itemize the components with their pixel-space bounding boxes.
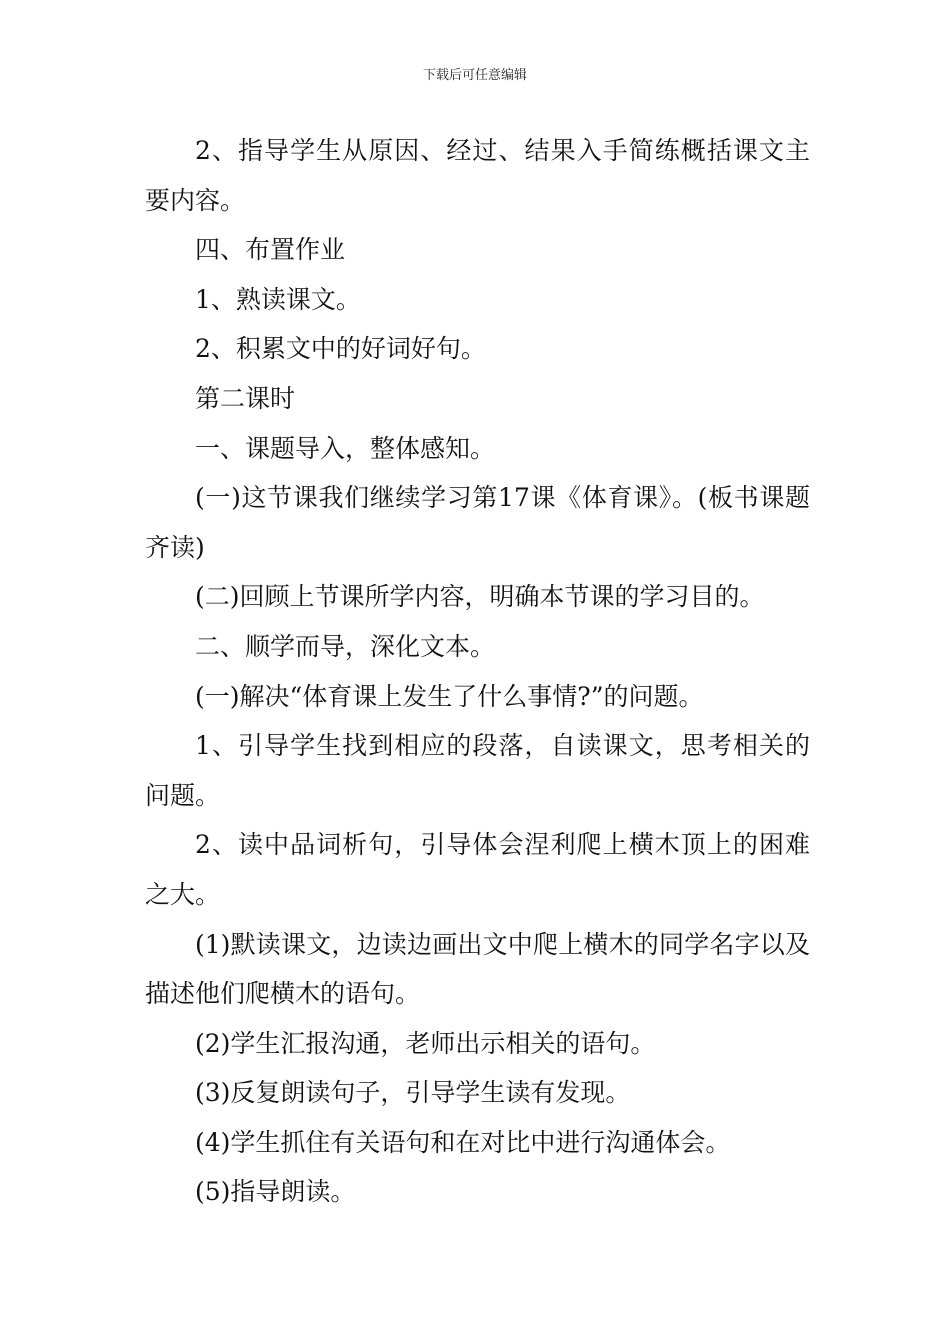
section-heading: 二、顺学而导，深化文本。 xyxy=(195,631,496,661)
paragraph: (2)学生汇报沟通，老师出示相关的语句。 xyxy=(195,1028,656,1058)
paragraph: 2、指导学生从原因、经过、结果入手简练概括课文主要内容。 xyxy=(145,136,810,215)
section-heading: 第二课时 xyxy=(195,383,296,413)
paragraph: 1、熟读课文。 xyxy=(195,284,361,314)
document-body xyxy=(145,126,810,1217)
paragraph: 2、读中品词析句，引导体会涅利爬上横木顶上的困难之大。 xyxy=(145,830,810,909)
paragraph: (4)学生抓住有关语句和在对比中进行沟通体会。 xyxy=(195,1127,731,1157)
section-heading: 一、课题导入，整体感知。 xyxy=(195,433,496,463)
paragraph: (5)指导朗读。 xyxy=(195,1177,356,1207)
paragraph: (一)这节课我们继续学习第17课《体育课》。(板书课题齐读) xyxy=(145,483,810,562)
paragraph: 1、引导学生找到相应的段落，自读课文，思考相关的问题。 xyxy=(145,731,810,810)
paragraph: (1)默读课文，边读边画出文中爬上横木的同学名字以及描述他们爬横木的语句。 xyxy=(145,929,810,1009)
paragraph: 2、积累文中的好词好句。 xyxy=(195,334,486,364)
paragraph: (二)回顾上节课所学内容，明确本节课的学习目的。 xyxy=(195,582,765,612)
paragraph: (3)反复朗读句子，引导学生读有发现。 xyxy=(195,1078,631,1108)
page-header: 下载后可任意编辑 xyxy=(422,68,527,83)
section-heading: 四、布置作业 xyxy=(195,235,346,265)
paragraph: (一)解决“体育课上发生了什么事情?”的问题。 xyxy=(195,681,704,711)
